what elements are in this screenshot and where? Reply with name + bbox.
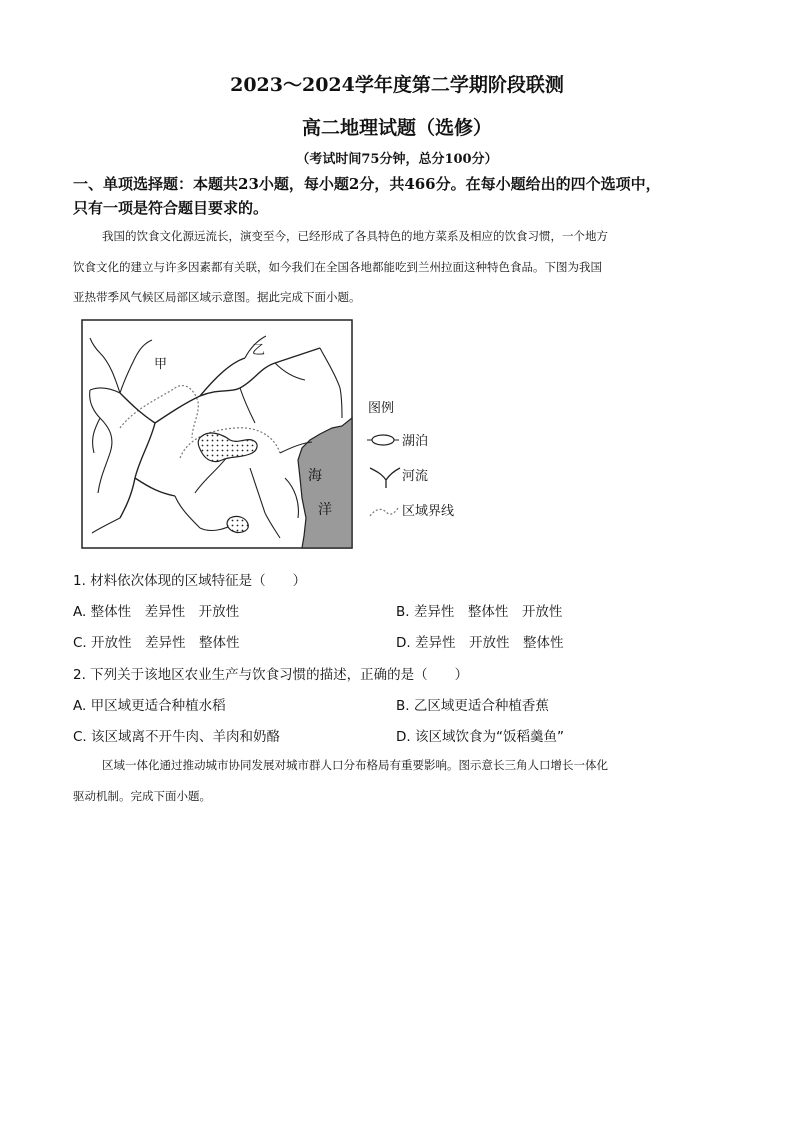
label-ocean-1: 海 (308, 468, 322, 484)
region-map (80, 318, 470, 554)
passage-1-line-1: 我国的饮食文化源远流长，演变至今，已经形成了各具特色的地方菜系及相应的饮食习惯，一个地方 (102, 229, 608, 243)
question-2-option-c: C. 该区域离不开牛肉、羊肉和奶酪 (73, 729, 281, 745)
river-legend-icon (370, 468, 400, 488)
question-1-option-d: D. 差异性 开放性 整体性 (396, 635, 564, 651)
passage-1-line-3: 亚热带季风气候区局部区域示意图。据此完成下面小题。 (73, 290, 361, 304)
legend-boundary-label: 区域界线 (402, 504, 455, 519)
label-jia: 甲 (154, 357, 168, 372)
lake-legend-icon (372, 435, 394, 445)
question-2-option-b: B. 乙区域更适合种植香蕉 (396, 698, 549, 714)
question-2-option-a: A. 甲区域更适合种植水稻 (73, 698, 226, 714)
legend-lake-label: 湖泊 (402, 434, 429, 449)
question-1-option-b: B. 差异性 整体性 开放性 (396, 604, 563, 620)
passage-2-line-2: 驱动机制。完成下面小题。 (73, 789, 211, 803)
passage-1-line-2: 饮食文化的建立与许多因素都有关联，如今我们在全国各地都能吃到兰州拉面这种特色食品。下图为我国 (73, 260, 602, 274)
exam-time-note: （考试时间75分钟，总分100分） (296, 152, 498, 167)
passage-2-line-1: 区域一体化通过推动城市协同发展对城市群人口分布格局有重要影响。图示意长三角人口增长一体化 (102, 758, 608, 772)
section-heading-line-2: 只有一项是符合题目要求的。 (73, 199, 269, 217)
question-1-option-c: C. 开放性 差异性 整体性 (73, 635, 240, 651)
question-1-stem: 1. 材料依次体现的区域特征是（ ） (73, 573, 307, 589)
page-title: 2023～2024学年度第二学期阶段联测 (230, 74, 564, 96)
label-yi: 乙 (252, 343, 266, 358)
section-heading-line-1: 一、单项选择题：本题共23小题，每小题2分，共466分。在每小题给出的四个选项中， (73, 175, 661, 193)
legend-river-label: 河流 (402, 469, 429, 484)
boundary-legend-icon (370, 508, 398, 516)
label-ocean-2: 洋 (318, 502, 332, 518)
question-2-stem: 2. 下列关于该地区农业生产与饮食习惯的描述，正确的是（ ） (73, 667, 469, 683)
lake-small (227, 516, 248, 532)
question-2-option-d: D. 该区域饮食为“饭稻羹鱼” (396, 729, 564, 745)
question-1-option-a: A. 整体性 差异性 开放性 (73, 604, 240, 620)
page-subtitle: 高二地理试题（选修） (301, 117, 492, 139)
legend-title: 图例 (368, 401, 395, 416)
